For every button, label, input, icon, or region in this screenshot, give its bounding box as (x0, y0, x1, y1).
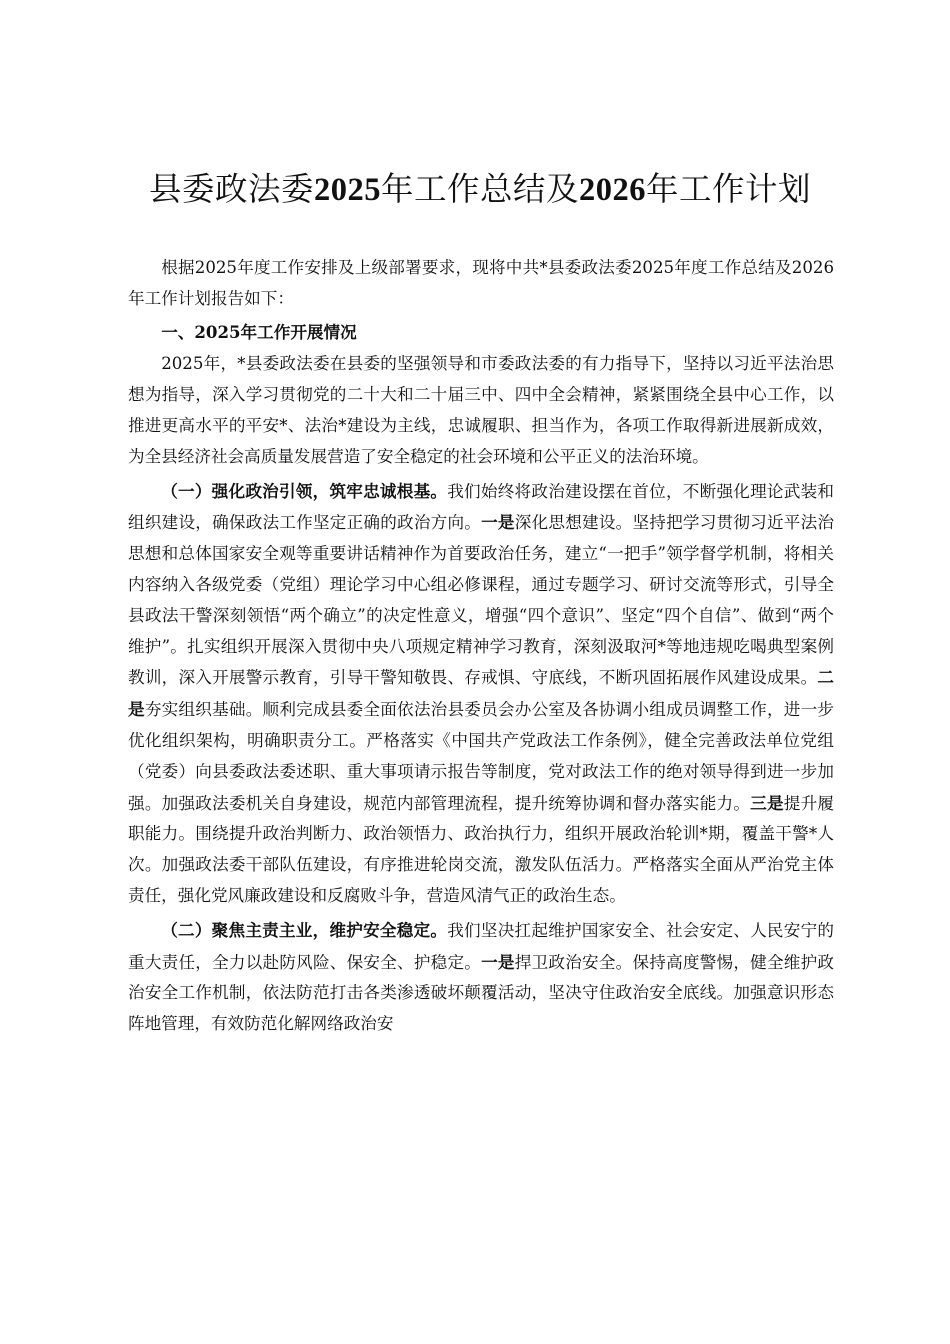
overview-paragraph: 2025年，*县委政法委在县委的坚强领导和市委政法委的有力指导下，坚持以习近平法治思想为指导，深入学习贯彻党的二十大和二十届三中、四中全会精神，紧紧围绕全县中心工作，以推进更高水平的平安*、法治*建设为主线，忠诚履职、担当作为，各项工作取得新进展新成效，为全县经济社会高质量发展营造了安全稳定的社会环境和公平正义的法治环境。 (128, 354, 834, 466)
section-1-marker-3: 三是 (750, 792, 784, 813)
title-year-2025: 2025 (313, 172, 381, 208)
section-2-paragraph (128, 915, 834, 1040)
section-2-text-b: 捍卫政治安全。保持高度警惕，健全维护政治安全工作机制，依法防范打击各类渗透破坏颠覆活动，坚决守住政治安全底线。加强意识形态阵地管理，有效防范化解网络政治安 (128, 952, 835, 1034)
section-2-text-a: 我们坚决扛起维护国家安全、社会安定、人民安宁的重大责任，全力以赴防风险、保安全、护稳定。 (128, 920, 835, 972)
document-body (128, 253, 834, 1040)
section-heading-1: 一、2025年工作开展情况 (161, 321, 357, 342)
title-year-2026: 2026 (579, 172, 646, 208)
title-part-3: 年工作计划 (646, 170, 812, 208)
title-part-1: 县委政法委 (148, 170, 314, 208)
section-1-text-a: 我们始终将政治建设摆在首位，不断强化理论武装和组织建设，确保政法工作坚定正确的政治方向。 (128, 481, 835, 533)
section-1-marker-1: 一是 (481, 512, 515, 533)
section-1-text-b: 深化思想建设。坚持把学习贯彻习近平法治思想和总体国家安全观等重要讲话精神作为首要政治任务，建立“一把手”领学督学机制，将相关内容纳入各级党委（党组）理论学习中心组必修课程，通过专题学习、研讨交流等形式，引导全县政法干警深刻领悟“两个确立”的决定性意义，增强“四个意识”、坚定“四个自信”、做到“两个维护”。扎实组织开展深入贯彻中央八项规定精神学习教育，深刻汲取河*等地违规吃喝典型案例教训，深入开展警示教育，引导干警知敬畏、存戒惧、守底线，不断巩固拓展作风建设成果。 (128, 513, 835, 688)
section-1-marker-2: 二是 (128, 667, 834, 720)
section-1-heading: （一）强化政治引领，筑牢忠诚根基。 (161, 480, 448, 501)
section-2-heading: （二）聚焦主责主业，维护安全稳定。 (161, 919, 448, 940)
title-part-2: 年工作总结及 (380, 170, 579, 208)
document-title (125, 166, 835, 213)
intro-paragraph: 根据2025年度工作安排及上级部署要求，现将中共*县委政法委2025年度工作总结及2026年工作计划报告如下： (128, 258, 834, 308)
section-1-text-d: 提升履职能力。围绕提升政治判断力、政治领悟力、政治执行力，组织开展政治轮训*期，覆盖干警*人次。加强政法委干部队伍建设，有序推进轮岗交流，激发队伍活力。严格落实全面从严治党主体责任，强化党风廉政建设和反腐败斗争，营造风清气正的政治生态。 (128, 793, 835, 905)
section-2-marker-1: 一是 (481, 951, 515, 972)
section-1-text-c: 夯实组织基础。顺利完成县委全面依法治县委员会办公室及各协调小组成员调整工作，进一步优化组织架构，明确职责分工。严格落实《中国共产党政法工作条例》，健全完善政法单位党组（党委）向县委政法委述职、重大事项请示报告等制度，党对政法工作的绝对领导得到进一步加强。加强政法委机关自身建设，规范内部管理流程，提升统筹协调和督办落实能力。 (128, 700, 835, 813)
section-1-paragraph (128, 476, 834, 912)
